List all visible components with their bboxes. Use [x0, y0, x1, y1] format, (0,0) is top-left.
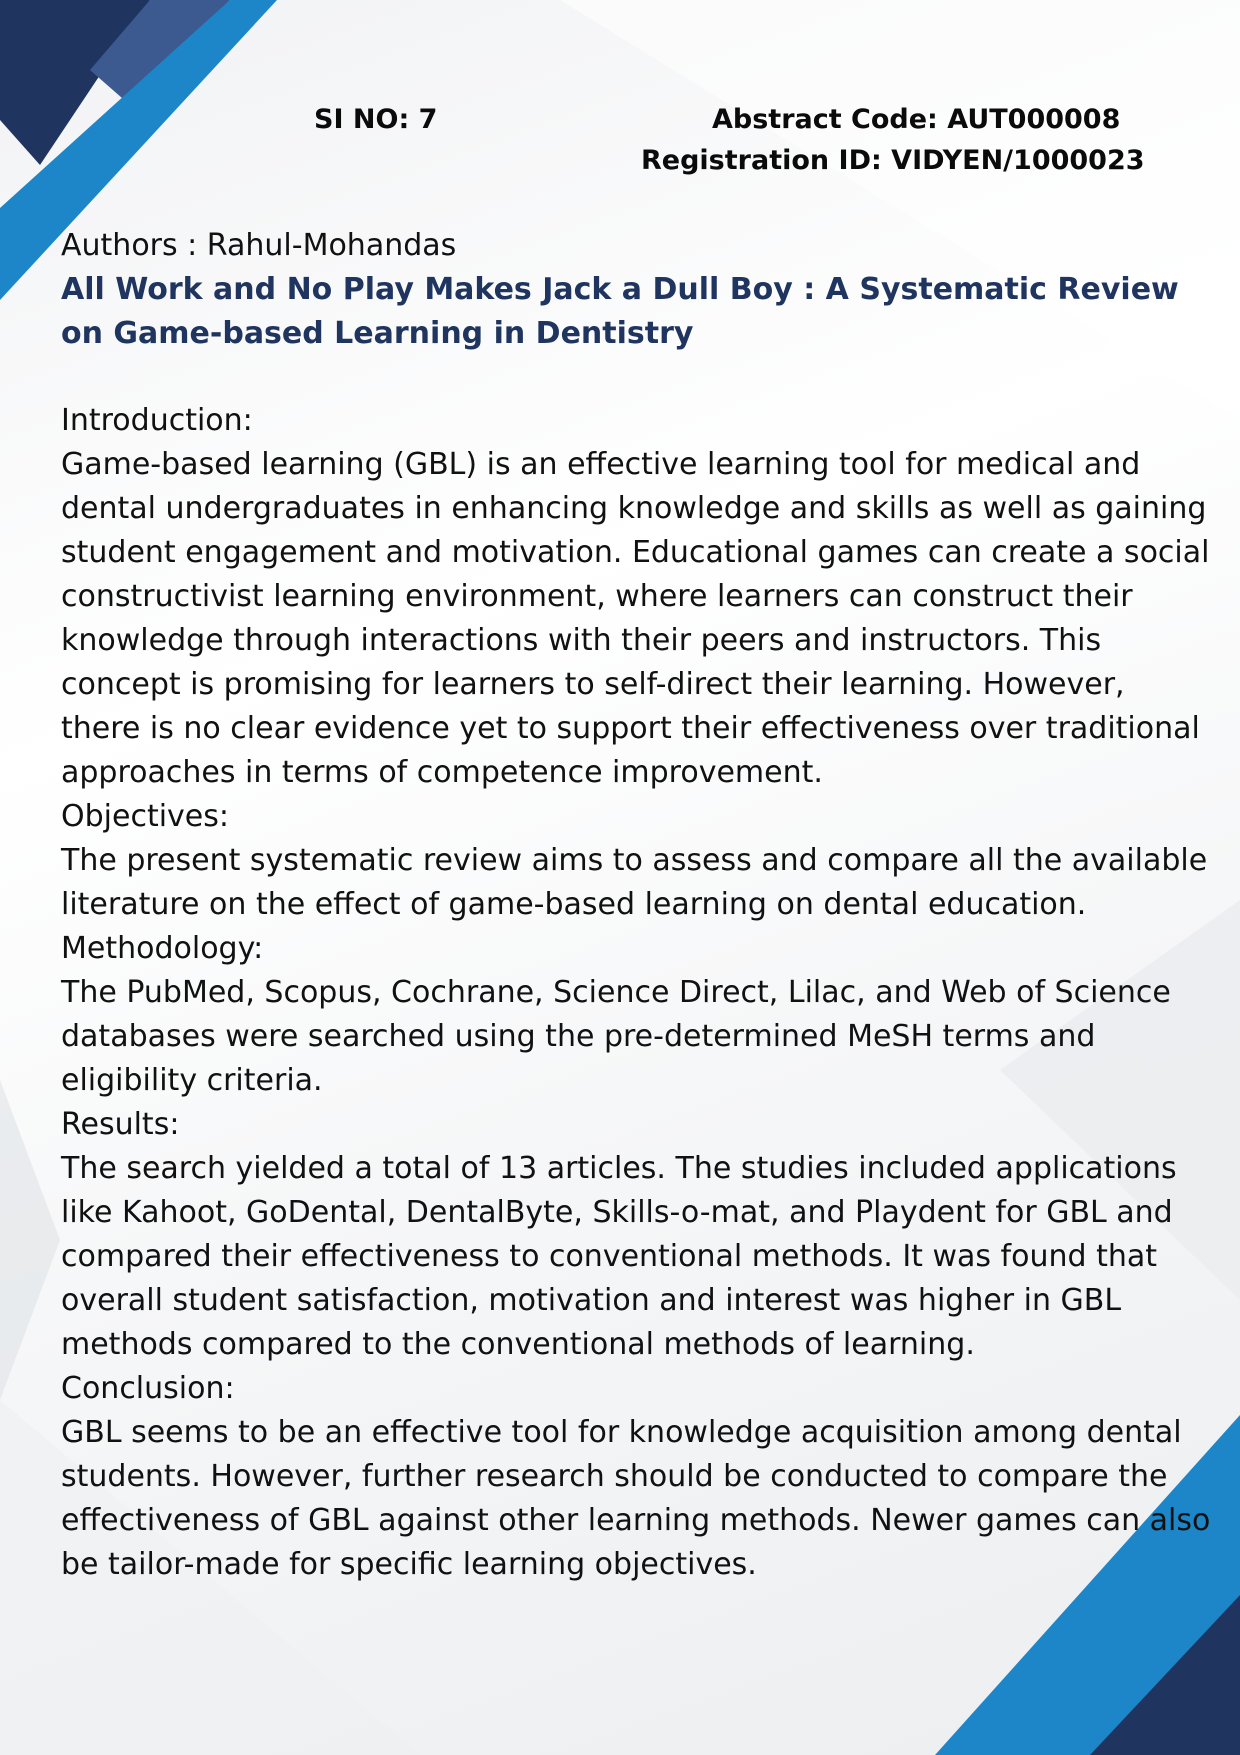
section-body-results: The search yielded a total of 13 articles. The studies included applications like Kahoot, GoDental, DentalByte, Skills-o-mat, and Playdent for GBL and compared their effectiveness to conventional methods. It was found that overall student satisfaction, motivation and interest was higher in GBL methods compared to the conventional methods of learning. — [61, 1151, 1177, 1362]
abstract-content — [61, 224, 1211, 1587]
section-body-conclusion: GBL seems to be an effective tool for knowledge acquisition among dental students. However, further research should be conducted to compare the effectiveness of GBL against other learning methods. Newer games can also be tailor-made for specific learning objectives. — [61, 1415, 1211, 1582]
section-body-introduction: Game-based learning (GBL) is an effective learning tool for medical and dental undergraduates in enhancing knowledge and skills as well as gaining student engagement and motivation. Educational games can create a social constructivist learning environment, where learners can construct their knowledge through interactions with their peers and instructors. This concept is promising for learners to self-direct their learning. However, there is no clear evidence yet to support their effectiveness over traditional approaches in terms of competence improvement. — [61, 447, 1210, 790]
section-heading-conclusion: Conclusion: — [61, 1371, 235, 1406]
section-heading-objectives: Objectives: — [61, 799, 229, 834]
abstract-code: Abstract Code: AUT000008 — [712, 104, 1121, 135]
section-heading-results: Results: — [61, 1107, 180, 1142]
section-body-objectives: The present systematic review aims to assess and compare all the available literature on the effect of game-based learning on dental education. — [61, 843, 1208, 922]
section-heading-introduction: Introduction: — [61, 403, 253, 438]
abstract-title: All Work and No Play Makes Jack a Dull Boy : A Systematic Review on Game-based Learning in Dentistry — [61, 272, 1179, 351]
registration-id: Registration ID: VIDYEN/1000023 — [641, 145, 1145, 176]
section-heading-methodology: Methodology: — [61, 931, 264, 966]
section-body-methodology: The PubMed, Scopus, Cochrane, Science Direct, Lilac, and Web of Science databases were searched using the pre-determined MeSH terms and eligibility criteria. — [61, 975, 1171, 1098]
authors-line: Authors : Rahul-Mohandas — [61, 228, 457, 263]
si-number: SI NO: 7 — [314, 104, 438, 135]
